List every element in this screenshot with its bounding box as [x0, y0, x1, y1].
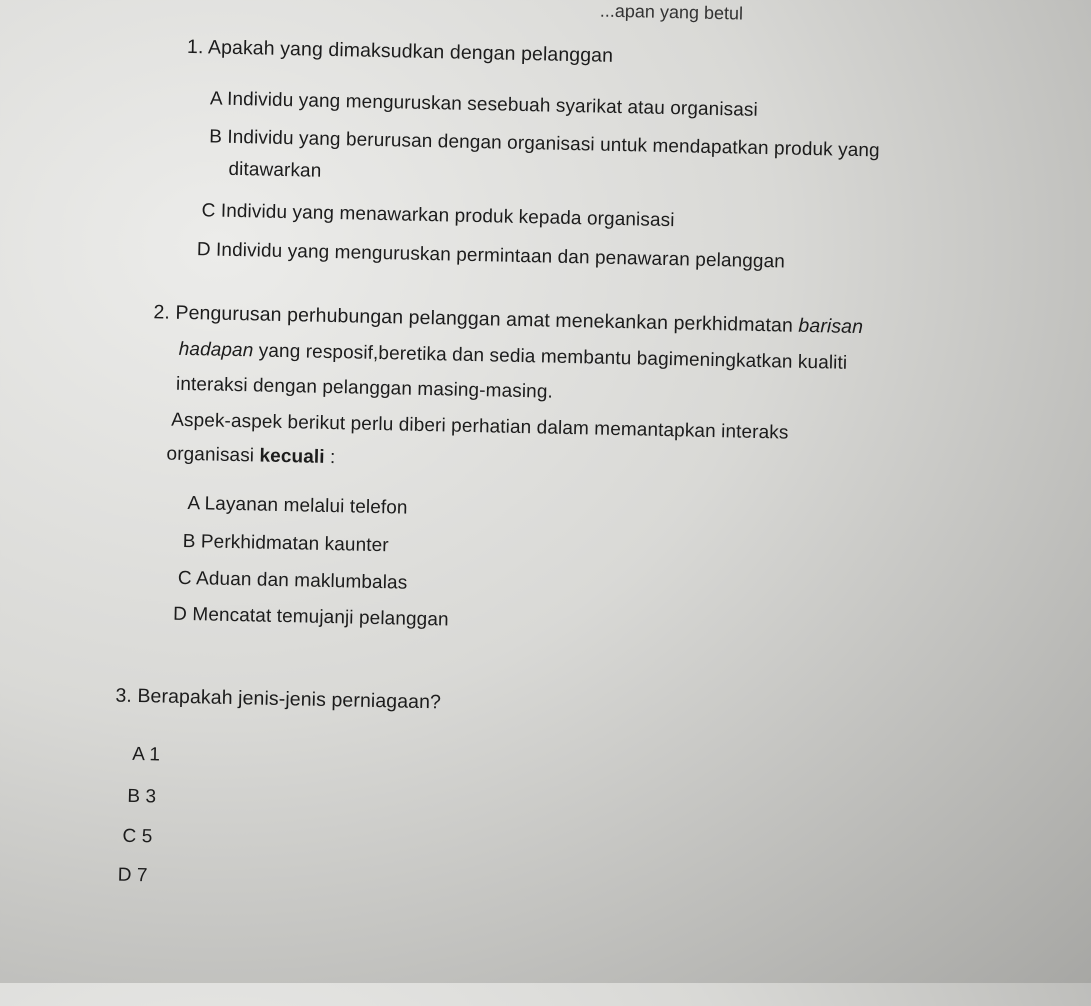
question-2-line-1: 2. Pengurusan perhubungan pelanggan amat menekankan perkhidmatan barisan [153, 301, 864, 339]
option-label: C [122, 825, 137, 848]
question-2-option-c [178, 568, 408, 595]
option-label: A [132, 743, 145, 766]
question-1-number: 1. [186, 35, 204, 59]
option-text: 1 [149, 744, 161, 766]
question-1-option-b [209, 126, 880, 162]
option-text: Perkhidmatan kaunter [200, 531, 389, 557]
option-text: 5 [141, 826, 153, 848]
option-label: D [196, 239, 211, 261]
question-2-number: 2. [153, 301, 171, 324]
question-2-option-b [182, 531, 388, 557]
option-label: D [117, 864, 132, 886]
question-3 [115, 685, 441, 715]
question-2-line-3: interaksi dengan pelanggan masing-masing. [175, 373, 554, 403]
option-text: Mencatat temujanji pelanggan [192, 604, 449, 631]
question-3-text: Berapakah jenis-jenis perniagaan? [137, 685, 442, 714]
question-3-number: 3. [115, 684, 133, 707]
question-2-line-4: Aspek-aspek berikut perlu diberi perhatian dalam memantapkan interaks [171, 409, 789, 444]
option-label: B [208, 126, 223, 148]
option-text: Individu yang menawarkan produk kepada organisasi [220, 200, 675, 232]
question-1-option-d [197, 239, 786, 273]
option-label: C [177, 567, 192, 590]
question-3-option-b [127, 786, 156, 809]
option-label: B [182, 530, 196, 553]
option-label: C [201, 200, 216, 222]
question-1-option-a [210, 88, 758, 121]
question-1-text: Apakah yang dimaksudkan dengan pelanggan [207, 36, 614, 67]
header-fragment: ...apan yang betul [599, 0, 744, 24]
question-2-option-a [187, 493, 408, 520]
option-text: Individu yang berurusan dengan organisasi untuk mendapatkan produk yang [227, 126, 880, 162]
question-3-option-c [122, 826, 152, 849]
option-label: B [127, 785, 141, 808]
question-2-option-d [173, 604, 449, 632]
italic-barisan: barisan [798, 314, 864, 339]
question-3-option-d [117, 865, 147, 888]
bold-kecuali: kecuali [259, 445, 325, 468]
question-2-line-5: organisasi kecuali : [166, 443, 336, 469]
question-2-line-2: hadapan yang resposif,beretika dan sedia membantu bagimeningkatkan kualiti [178, 338, 848, 374]
question-3-option-a [132, 744, 160, 767]
option-text: 3 [145, 786, 157, 808]
option-text: Individu yang menguruskan permintaan dan penawaran pelanggan [215, 239, 786, 273]
question-1-option-b-continuation: ditawarkan [228, 158, 322, 182]
question-1-option-c [201, 200, 674, 232]
option-text: 7 [136, 865, 148, 887]
option-text: Individu yang menguruskan sesebuah syarikat atau organisasi [226, 88, 759, 121]
question-1 [187, 36, 613, 68]
option-label: A [209, 88, 222, 110]
option-text: Aduan dan maklumbalas [195, 568, 408, 594]
option-text: Layanan melalui telefon [204, 493, 408, 519]
italic-hadapan: hadapan [178, 338, 254, 362]
option-label: D [172, 603, 188, 626]
option-label: A [187, 493, 200, 515]
